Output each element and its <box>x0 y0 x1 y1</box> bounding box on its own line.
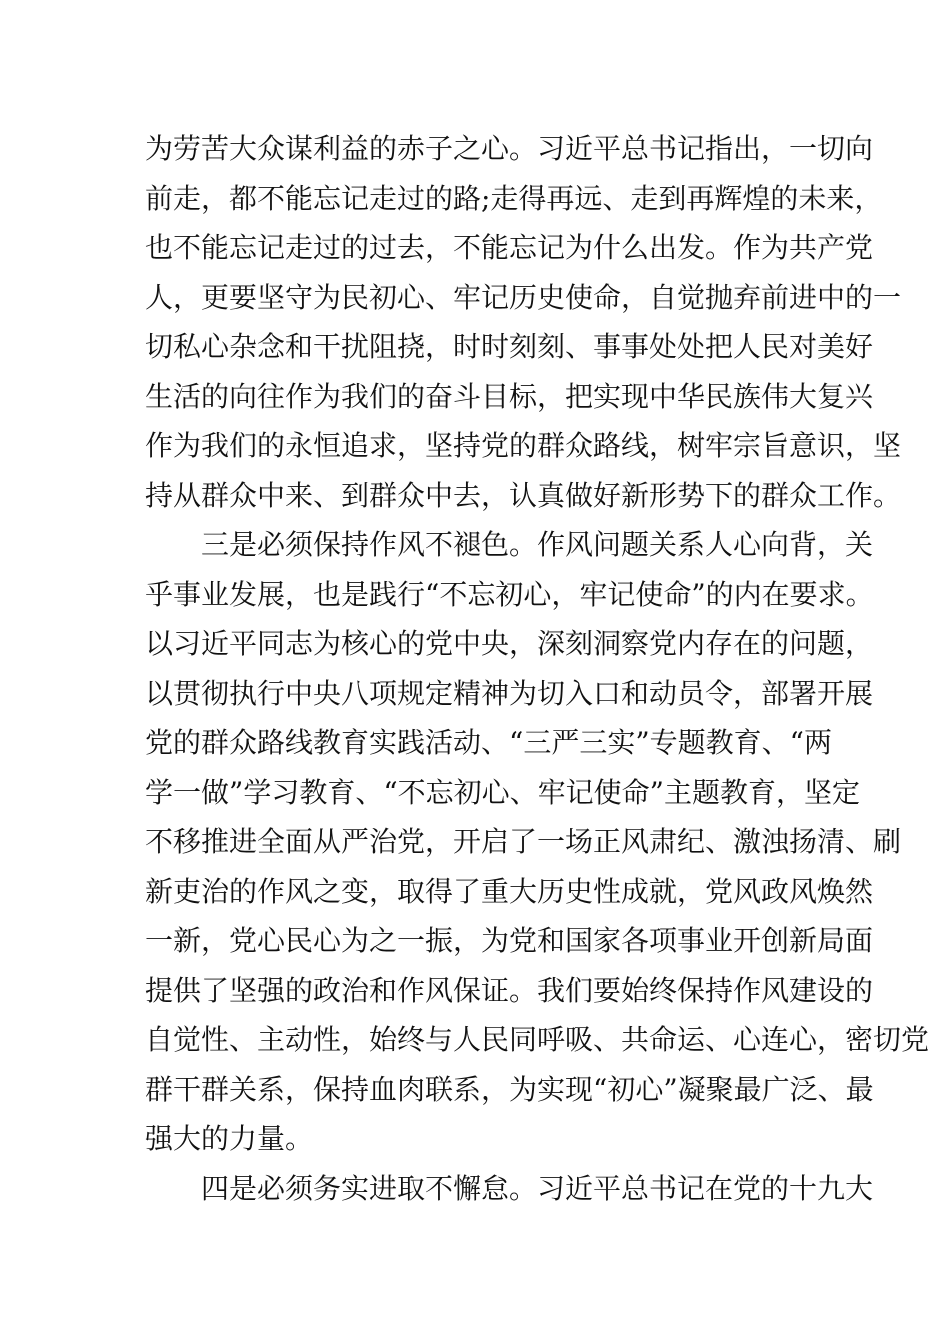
text-line: 也不能忘记走过的过去，不能忘记为什么出发。作为共产党 <box>145 231 874 264</box>
text-line: 持从群众中来、到群众中去，认真做好新形势下的群众工作。 <box>145 479 902 512</box>
text-line: 以贯彻执行中央八项规定精神为切入口和动员令，部署开展 <box>145 677 874 710</box>
text-line: 提供了坚强的政治和作风保证。我们要始终保持作风建设的 <box>145 974 874 1007</box>
text-line: 学一做”学习教育、“不忘初心、牢记使命”主题教育，坚定 <box>145 776 860 809</box>
text-line: 切私心杂念和干扰阻挠，时时刻刻、事事处处把人民对美好 <box>145 330 874 363</box>
text-line: 群干群关系，保持血肉联系，为实现“初心”凝聚最广泛、最 <box>145 1073 874 1106</box>
paragraph-first-line: 三是必须保持作风不褪色。作风问题关系人心向背，关 <box>201 528 874 561</box>
text-line: 为劳苦大众谋利益的赤子之心。习近平总书记指出，一切向 <box>145 132 874 165</box>
text-line: 强大的力量。 <box>145 1122 314 1155</box>
text-line: 党的群众路线教育实践活动、“三严三实”专题教育、“两 <box>145 726 832 759</box>
text-line: 前走，都不能忘记走过的路;走得再远、走到再辉煌的未来， <box>145 182 883 215</box>
text-line: 新吏治的作风之变，取得了重大历史性成就，党风政风焕然 <box>145 875 874 908</box>
text-line: 不移推进全面从严治党，开启了一场正风肃纪、激浊扬清、刷 <box>145 825 902 858</box>
text-line: 自觉性、主动性，始终与人民同呼吸、共命运、心连心，密切党 <box>145 1023 930 1056</box>
text-line: 以习近平同志为核心的党中央，深刻洞察党内存在的问题， <box>145 627 874 660</box>
text-line: 人，更要坚守为民初心、牢记历史使命，自觉抛弃前进中的一 <box>145 281 902 314</box>
text-line: 乎事业发展，也是践行“不忘初心，牢记使命”的内在要求。 <box>145 578 874 611</box>
paragraph-first-line: 四是必须务实进取不懈怠。习近平总书记在党的十九大 <box>201 1172 874 1205</box>
text-line: 一新，党心民心为之一振，为党和国家各项事业开创新局面 <box>145 924 874 957</box>
text-line: 生活的向往作为我们的奋斗目标，把实现中华民族伟大复兴 <box>145 380 874 413</box>
text-line: 作为我们的永恒追求，坚持党的群众路线，树牢宗旨意识，坚 <box>145 429 902 462</box>
